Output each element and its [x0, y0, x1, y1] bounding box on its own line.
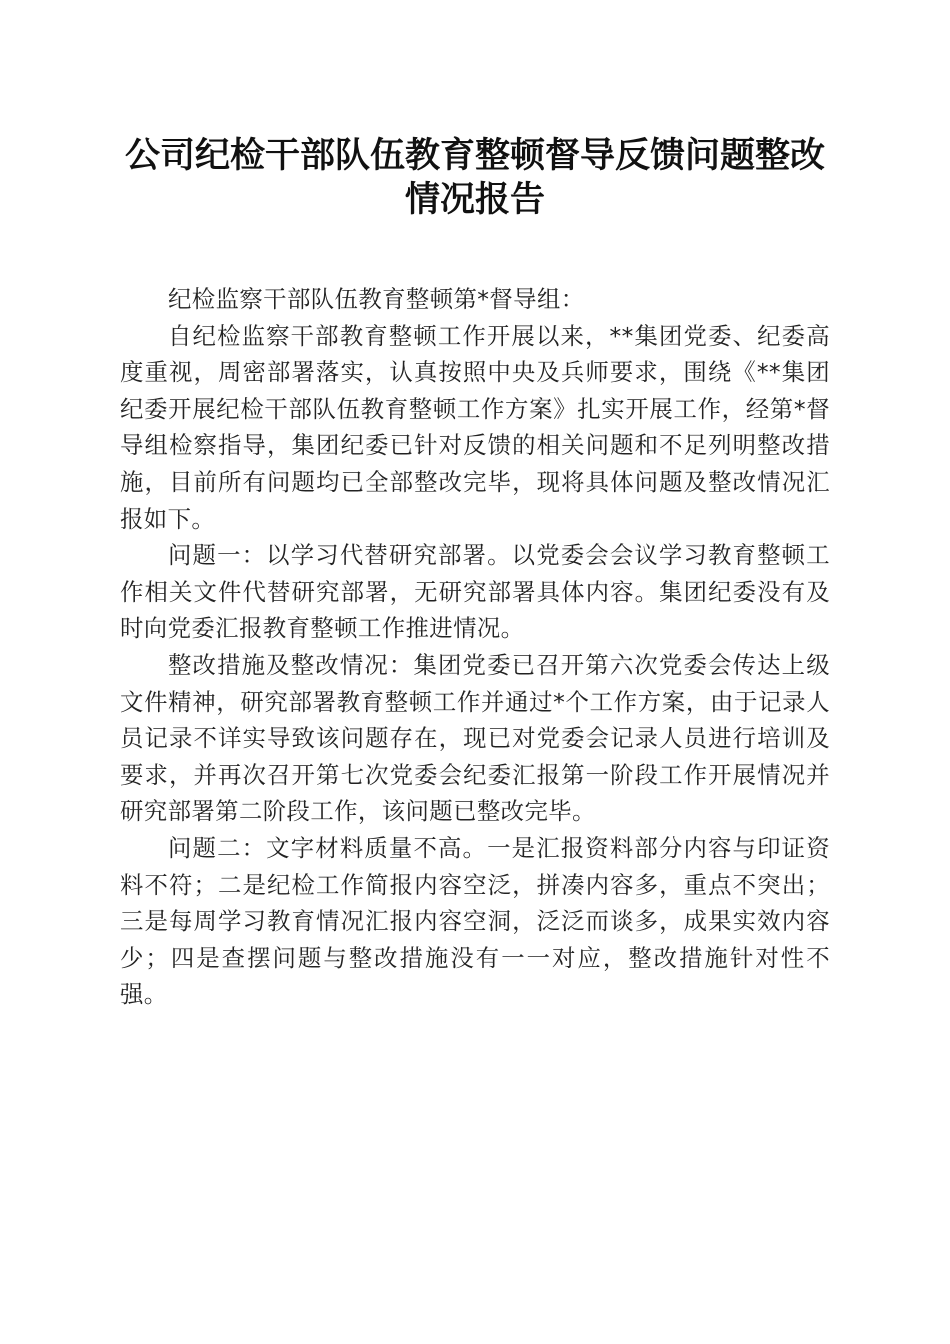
paragraph-problem-1: 问题一：以学习代替研究部署。以党委会会议学习教育整顿工作相关文件代替研究部署，无研究部署具体内容。集团纪委没有及时向党委汇报教育整顿工作推进情况。: [120, 541, 830, 643]
paragraph-rectification-1: 整改措施及整改情况：集团党委已召开第六次党委会传达上级文件精神，研究部署教育整顿工作并通过*个工作方案，由于记录人员记录不详实导致该问题存在，现已对党委会记录人员进行培训及要求，并再次召开第七次党委会纪委汇报第一阶段工作开展情况并研究部署第二阶段工作，该问题已整改完毕。: [120, 650, 830, 826]
paragraph-problem-2: 问题二：文字材料质量不高。一是汇报资料部分内容与印证资料不符；二是纪检工作简报内容空泛，拼凑内容多，重点不突出；三是每周学习教育情况汇报内容空洞，泛泛而谈多，成果实效内容少；四是查摆问题与整改措施没有一一对应，整改措施针对性不强。: [120, 833, 830, 1009]
document-title-line-1: 公司纪检干部队伍教育整顿督导反馈问题整改: [124, 135, 825, 176]
salutation: 纪检监察干部队伍教育整顿第*督导组：: [168, 285, 585, 313]
document-body: [120, 281, 830, 1013]
paragraph-intro: 自纪检监察干部教育整顿工作开展以来，**集团党委、纪委高度重视，周密部署落实，认真按照中央及兵师要求，围绕《**集团纪委开展纪检干部队伍教育整顿工作方案》扎实开展工作，经第*督导组检察指导，集团纪委已针对反馈的相关问题和不足列明整改措施，目前所有问题均已全部整改完毕，现将具体问题及整改情况汇报如下。: [120, 321, 830, 533]
document-title: [110, 134, 840, 222]
document-title-line-2: 情况报告: [404, 179, 545, 220]
